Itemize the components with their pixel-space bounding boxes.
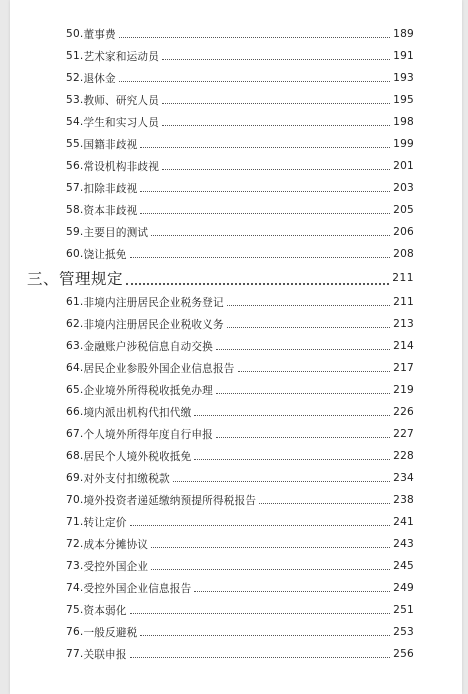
entry-title: 非境内注册居民企业税收义务 bbox=[83, 318, 224, 331]
entry-title: 境内派出机构代扣代缴 bbox=[83, 406, 192, 419]
entry-page: 205 bbox=[393, 204, 414, 216]
leader-dots bbox=[194, 590, 390, 592]
entry-title: 扣除非歧视 bbox=[83, 182, 138, 195]
entry-title: 资本弱化 bbox=[83, 604, 127, 617]
leader-dots bbox=[216, 436, 390, 438]
leader-dots bbox=[140, 190, 390, 192]
leader-dots bbox=[162, 58, 390, 60]
toc-section-heading[interactable] bbox=[10, 265, 462, 291]
entry-title: 艺术家和运动员 bbox=[83, 50, 160, 63]
toc-entry[interactable] bbox=[10, 445, 462, 467]
entry-number: 51. bbox=[66, 50, 84, 62]
entry-number: 73. bbox=[66, 560, 84, 572]
entry-number: 65. bbox=[66, 384, 84, 396]
leader-dots bbox=[119, 36, 390, 38]
entry-page: 219 bbox=[393, 384, 414, 396]
entry-title: 常设机构非歧视 bbox=[83, 160, 160, 173]
entry-number: 70. bbox=[66, 494, 84, 506]
leader-dots bbox=[194, 414, 390, 416]
entry-title: 居民企业参股外国企业信息报告 bbox=[83, 362, 235, 375]
toc-entry[interactable] bbox=[10, 155, 462, 177]
toc-entry[interactable] bbox=[10, 423, 462, 445]
entry-number: 57. bbox=[66, 182, 84, 194]
section-page: 211 bbox=[392, 272, 414, 284]
toc-entry[interactable] bbox=[10, 45, 462, 67]
document-page bbox=[10, 0, 462, 694]
entry-page: 238 bbox=[393, 494, 414, 506]
leader-dots bbox=[119, 80, 390, 82]
entry-page: 249 bbox=[393, 582, 414, 594]
leader-dots bbox=[140, 146, 390, 148]
entry-page: 253 bbox=[393, 626, 414, 638]
entry-title: 个人境外所得年度自行申报 bbox=[83, 428, 213, 441]
leader-dots bbox=[140, 212, 390, 214]
toc-entry[interactable] bbox=[10, 357, 462, 379]
entry-page: 241 bbox=[393, 516, 414, 528]
toc-entry[interactable] bbox=[10, 291, 462, 313]
toc-entry[interactable] bbox=[10, 199, 462, 221]
leader-dots bbox=[227, 304, 390, 306]
entry-page: 208 bbox=[393, 248, 414, 260]
entry-page: 211 bbox=[393, 296, 414, 308]
entry-number: 74. bbox=[66, 582, 84, 594]
entry-page: 189 bbox=[393, 28, 414, 40]
entry-page: 199 bbox=[393, 138, 414, 150]
toc-entry[interactable] bbox=[10, 577, 462, 599]
toc-entry[interactable] bbox=[10, 133, 462, 155]
leader-dots bbox=[238, 370, 391, 372]
entry-number: 66. bbox=[66, 406, 84, 418]
entry-page: 227 bbox=[393, 428, 414, 440]
leader-dots bbox=[162, 168, 390, 170]
entry-number: 69. bbox=[66, 472, 84, 484]
entry-title: 教师、研究人员 bbox=[83, 94, 160, 107]
entry-title: 金融账户涉税信息自动交换 bbox=[83, 340, 213, 353]
entry-page: 213 bbox=[393, 318, 414, 330]
entry-title: 受控外国企业信息报告 bbox=[83, 582, 192, 595]
toc-entry[interactable] bbox=[10, 67, 462, 89]
entry-number: 72. bbox=[66, 538, 84, 550]
entry-number: 56. bbox=[66, 160, 84, 172]
toc-entry[interactable] bbox=[10, 599, 462, 621]
toc-entry[interactable] bbox=[10, 335, 462, 357]
leader-dots bbox=[173, 480, 390, 482]
entry-number: 59. bbox=[66, 226, 84, 238]
entry-number: 58. bbox=[66, 204, 84, 216]
leader-dots bbox=[140, 634, 390, 636]
toc-entry[interactable] bbox=[10, 221, 462, 243]
entry-title: 学生和实习人员 bbox=[83, 116, 160, 129]
entry-title: 居民个人境外税收抵免 bbox=[83, 450, 192, 463]
entry-number: 55. bbox=[66, 138, 84, 150]
entry-title: 饶让抵免 bbox=[83, 248, 127, 261]
toc-entry[interactable] bbox=[10, 23, 462, 45]
entry-title: 关联申报 bbox=[83, 648, 127, 661]
entry-page: 245 bbox=[393, 560, 414, 572]
entry-title: 转让定价 bbox=[83, 516, 127, 529]
toc-entry[interactable] bbox=[10, 177, 462, 199]
entry-title: 资本非歧视 bbox=[83, 204, 138, 217]
entry-title: 成本分摊协议 bbox=[83, 538, 149, 551]
entry-title: 一般反避税 bbox=[83, 626, 138, 639]
entry-number: 60. bbox=[66, 248, 84, 260]
entry-number: 75. bbox=[66, 604, 84, 616]
entry-title: 董事费 bbox=[83, 28, 116, 41]
entry-page: 195 bbox=[393, 94, 414, 106]
entry-page: 256 bbox=[393, 648, 414, 660]
entry-number: 54. bbox=[66, 116, 84, 128]
entry-number: 76. bbox=[66, 626, 84, 638]
leader-dots bbox=[126, 282, 389, 285]
entry-page: 228 bbox=[393, 450, 414, 462]
entry-number: 62. bbox=[66, 318, 84, 330]
entry-number: 53. bbox=[66, 94, 84, 106]
entry-number: 68. bbox=[66, 450, 84, 462]
leader-dots bbox=[130, 612, 391, 614]
leader-dots bbox=[151, 234, 390, 236]
toc-entry[interactable] bbox=[10, 533, 462, 555]
leader-dots bbox=[130, 524, 391, 526]
toc-entry[interactable] bbox=[10, 511, 462, 533]
entry-page: 251 bbox=[393, 604, 414, 616]
entry-title: 国籍非歧视 bbox=[83, 138, 138, 151]
entry-page: 226 bbox=[393, 406, 414, 418]
leader-dots bbox=[151, 546, 390, 548]
entry-title: 对外支付扣缴税款 bbox=[83, 472, 170, 485]
entry-title: 受控外国企业 bbox=[83, 560, 149, 573]
entry-number: 50. bbox=[66, 28, 84, 40]
entry-page: 191 bbox=[393, 50, 414, 62]
section-title: 三、管理规定 bbox=[27, 270, 124, 288]
toc-entry[interactable] bbox=[10, 621, 462, 643]
toc-entry[interactable] bbox=[10, 313, 462, 335]
entry-page: 203 bbox=[393, 182, 414, 194]
entry-title: 退休金 bbox=[83, 72, 116, 85]
leader-dots bbox=[130, 656, 391, 658]
leader-dots bbox=[259, 502, 390, 504]
toc-entry[interactable] bbox=[10, 643, 462, 665]
table-of-contents bbox=[10, 23, 462, 665]
entry-title: 企业境外所得税收抵免办理 bbox=[83, 384, 213, 397]
entry-page: 243 bbox=[393, 538, 414, 550]
entry-number: 71. bbox=[66, 516, 84, 528]
toc-entry[interactable] bbox=[10, 379, 462, 401]
toc-entry[interactable] bbox=[10, 555, 462, 577]
entry-page: 234 bbox=[393, 472, 414, 484]
entry-page: 201 bbox=[393, 160, 414, 172]
toc-entry[interactable] bbox=[10, 489, 462, 511]
entry-number: 63. bbox=[66, 340, 84, 352]
toc-entry[interactable] bbox=[10, 243, 462, 265]
leader-dots bbox=[151, 568, 390, 570]
leader-dots bbox=[216, 392, 390, 394]
entry-title: 主要目的测试 bbox=[83, 226, 149, 239]
entry-number: 67. bbox=[66, 428, 84, 440]
entry-page: 193 bbox=[393, 72, 414, 84]
leader-dots bbox=[162, 102, 390, 104]
entry-page: 206 bbox=[393, 226, 414, 238]
leader-dots bbox=[216, 348, 390, 350]
leader-dots bbox=[130, 256, 391, 258]
toc-entry[interactable] bbox=[10, 401, 462, 423]
entry-page: 217 bbox=[393, 362, 414, 374]
leader-dots bbox=[227, 326, 390, 328]
entry-page: 214 bbox=[393, 340, 414, 352]
entry-title: 境外投资者递延缴纳预提所得税报告 bbox=[83, 494, 257, 507]
entry-number: 52. bbox=[66, 72, 84, 84]
entry-number: 77. bbox=[66, 648, 84, 660]
entry-number: 64. bbox=[66, 362, 84, 374]
leader-dots bbox=[162, 124, 390, 126]
entry-title: 非境内注册居民企业税务登记 bbox=[83, 296, 224, 309]
toc-entry[interactable] bbox=[10, 111, 462, 133]
leader-dots bbox=[194, 458, 390, 460]
toc-entry[interactable] bbox=[10, 467, 462, 489]
entry-page: 198 bbox=[393, 116, 414, 128]
entry-number: 61. bbox=[66, 296, 84, 308]
toc-entry[interactable] bbox=[10, 89, 462, 111]
